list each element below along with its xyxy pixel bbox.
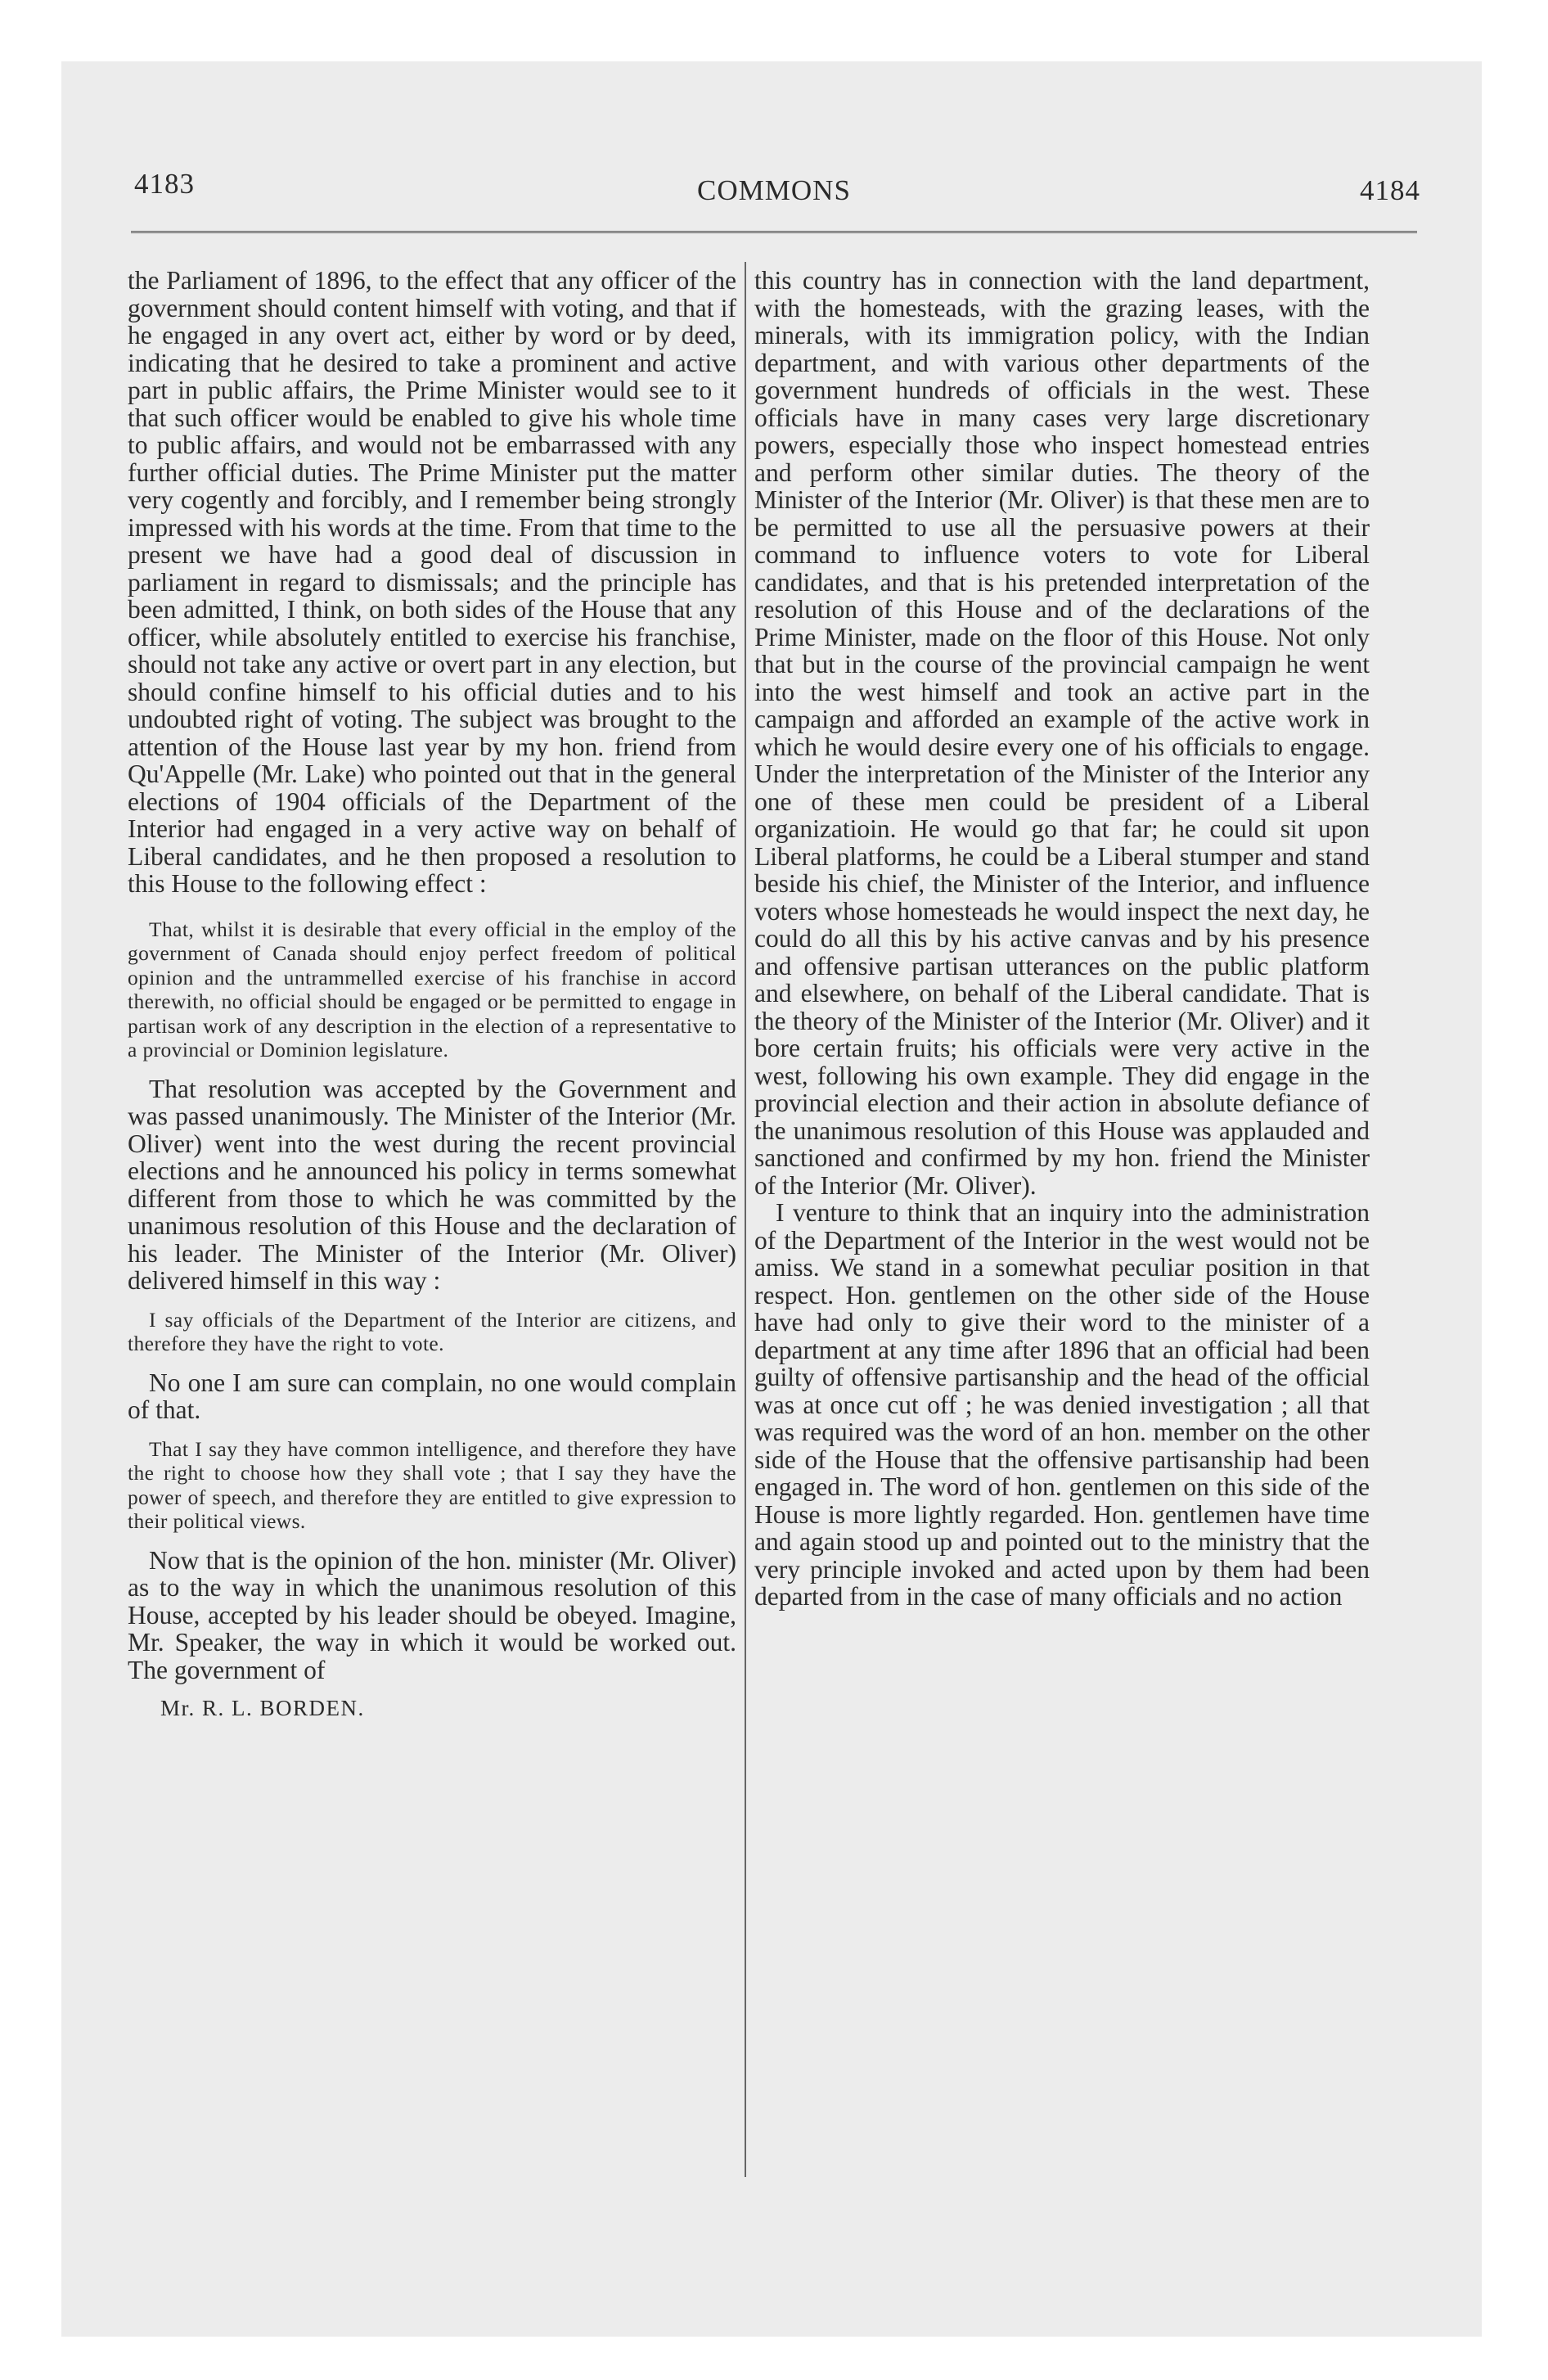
quotation: That I say they have common intelligence, and therefore they have the right to choose how they shall vote ; that I say they have the power of speech, and therefore they are entitled to give expression to their political views.: [128, 1436, 736, 1533]
column-divider: [745, 262, 746, 2177]
paragraph: the Parliament of 1896, to the effect that any officer of the government should content himself with voting, and that if he engaged in any overt act, either by word or by deed, indicating that he desired to take a prominent and active part in public affairs, the Prime Minister would see to it that such officer would be enabled to give his whole time to public affairs, and would not be embarrassed with any further official duties. The Prime Minister put the matter very cogently and forcibly, and I remember being strongly impressed with his words at the time. From that time to the present we have had a good deal of discussion in parliament in regard to dismissals; and the principle has been admitted, I think, on both sides of the House that any officer, while absolutely entitled to exercise his franchise, should not take any active or overt part in any election, but should confine himself to his official duties and to his undoubted right of voting. The subject was brought to the attention of the House last year by my hon. friend from Qu'Appelle (Mr. Lake) who pointed out that in the general elections of 1904 officials of the Department of the Interior had engaged in a very active way on behalf of Liberal candidates, and he then proposed a resolution to this House to the following effect :: [128, 266, 736, 898]
page-number-right: 4184: [1360, 174, 1420, 206]
paragraph: I venture to think that an inquiry into the administration of the Department of the Interior in the west would not be amiss. We stand in a somewhat peculiar position in that respect. Hon. gentlemen on the other side of the House have had only to give their word to the minister of a department at any time after 1896 that an official had been guilty of offensive partisanship and the head of the official was at once cut off ; he was denied investigation ; all that was required was the word of an hon. member on the other side of the House that the offensive partisanship had been engaged in. The word of hon. gentlemen on this side of the House is more lightly regarded. Hon. gentlemen have time and again stood up and pointed out to the ministry that the very principle invoked and acted upon by them had been departed from in the case of many officials and no action: [754, 1198, 1370, 1611]
page-header: [131, 168, 1420, 209]
left-column: [128, 267, 736, 1723]
speaker-signature: Mr. R. L. BORDEN.: [160, 1696, 365, 1720]
running-title: COMMONS: [697, 174, 851, 206]
quoted-resolution: That, whilst it is desirable that every official in the employ of the government of Canada should enjoy perfect freedom of political opinion and the untrammelled exercise of his franchise in accord therewith, no official should be engaged or be permitted to engage in partisan work of any description in the election of a representative to a provincial or Dominion legislature.: [128, 917, 736, 1062]
paragraph: That resolution was accepted by the Government and was passed unanimously. The Minister of the Interior (Mr. Oliver) went into the west during the recent provincial elections and he announced his policy in terms somewhat different from those to which he was committed by the unanimous resolution of this House and the declaration of his leader. The Minister of the Interior (Mr. Oliver) delivered himself in this way :: [128, 1074, 736, 1295]
page-number-left: 4183: [134, 168, 195, 200]
header-rule: [131, 231, 1417, 233]
quotation: I say officials of the Department of the Interior are citizens, and therefore they have the right to vote.: [128, 1307, 736, 1355]
right-column: [754, 267, 1370, 1611]
paragraph: this country has in connection with the land department, with the homesteads, with the grazing leases, with the minerals, with its immigration policy, with the Indian department, and with various other departments of the government hundreds of officials in the west. These officials have in many cases very large discretionary powers, especially those who inspect homestead entries and perform other similar duties. The theory of the Minister of the Interior (Mr. Oliver) is that these men are to be permitted to use all the persuasive powers at their command to influence voters to vote for Liberal candidates, and that is his pretended interpretation of the resolution of this House and of the declarations of the Prime Minister, made on the floor of this House. Not only that but in the course of the provincial campaign he went into the west himself and took an active part in the campaign and afforded an example of the active work in which he would desire every one of his officials to engage. Under the interpretation of the Minister of the Interior any one of these men could be president of a Liberal organizatioin. He would go that far; he could sit upon Liberal platforms, he could be a Liberal stumper and stand beside his chief, the Minister of the Interior, and influence voters whose homesteads he would inspect the next day, he could do all this by his active canvas and by his presence and offensive partisan utterances on the public platform and elsewhere, on behalf of the Liberal candidate. That is the theory of the Minister of the Interior (Mr. Oliver) and it bore certain fruits; his officials were very active in the west, following his own example. They did engage in the provincial election and their action in absolute defiance of the unanimous resolution of this House was applauded and sanctioned and confirmed by my hon. friend the Minister of the Interior (Mr. Oliver).: [754, 266, 1370, 1200]
paragraph: Now that is the opinion of the hon. minister (Mr. Oliver) as to the way in which the unanimous resolution of this House, accepted by his leader should be obeyed. Imagine, Mr. Speaker, the way in which it would be worked out. The government of: [128, 1545, 736, 1684]
paragraph: No one I am sure can complain, no one would complain of that.: [128, 1368, 736, 1424]
